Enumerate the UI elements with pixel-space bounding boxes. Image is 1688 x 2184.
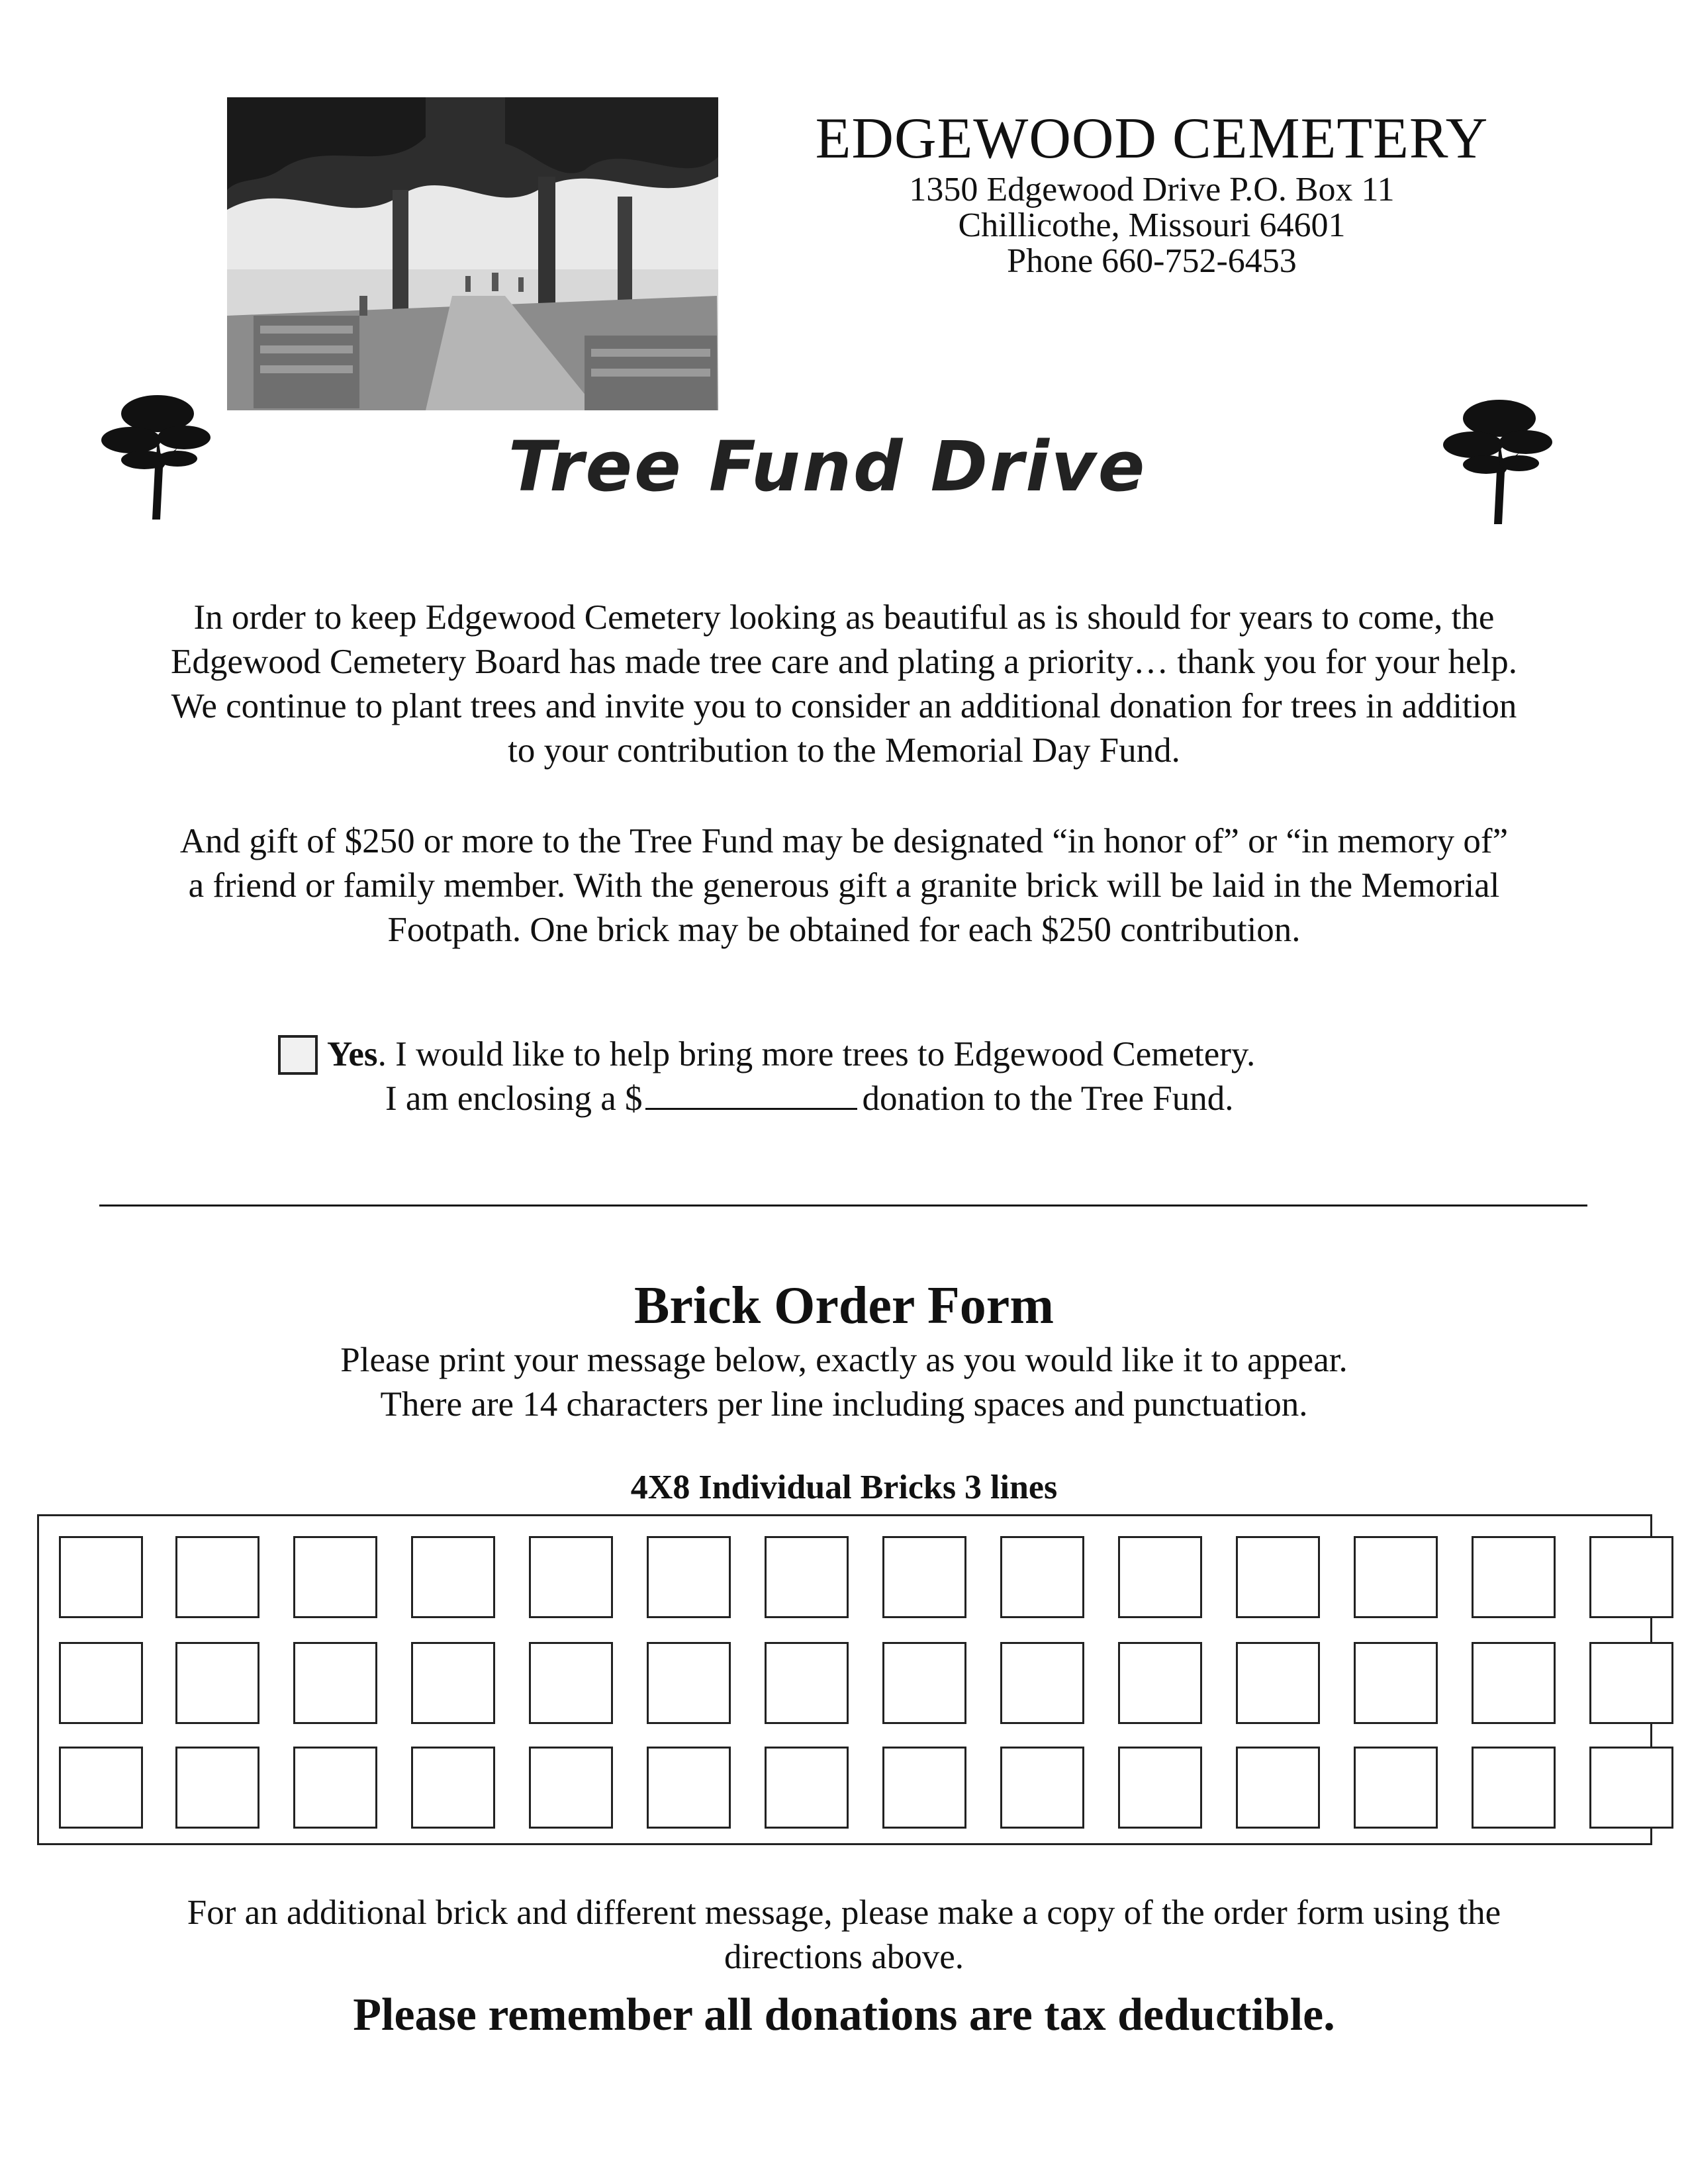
additional-line: For an additional brick and different message, please make a copy of the order form using the [187, 1893, 1501, 1932]
cemetery-header [735, 106, 1569, 279]
brick-character-box[interactable] [1236, 1642, 1320, 1724]
brick-character-box[interactable] [293, 1642, 377, 1724]
enclosing-text: I am enclosing a $ [385, 1079, 643, 1118]
cemetery-entrance-photo [227, 97, 718, 410]
intro-paragraph [93, 596, 1595, 773]
brick-character-box[interactable] [1236, 1536, 1320, 1618]
additional-brick-note [0, 1891, 1688, 1979]
brick-character-box[interactable] [529, 1536, 613, 1618]
instruction-line: There are 14 characters per line including spaces and punctuation. [380, 1385, 1308, 1424]
brick-character-box[interactable] [1000, 1642, 1084, 1724]
brick-character-box[interactable] [1589, 1536, 1673, 1618]
brick-character-box[interactable] [1472, 1642, 1556, 1724]
tree-icon [98, 387, 214, 520]
intro-line: In order to keep Edgewood Cemetery looking as beautiful as is should for years to come, the [193, 598, 1495, 637]
pledge-text: . I would like to help bring more trees to Edgewood Cemetery. [377, 1035, 1256, 1073]
brick-character-box[interactable] [1000, 1747, 1084, 1829]
section-divider [99, 1205, 1587, 1206]
cemetery-name: EDGEWOOD CEMETERY [815, 107, 1489, 171]
brick-form-title: Brick Order Form [634, 1277, 1054, 1335]
brick-character-box[interactable] [1236, 1747, 1320, 1829]
brick-character-box[interactable] [175, 1642, 259, 1724]
gift-line: And gift of $250 or more to the Tree Fund may be designated “in honor of” or “in memory of” [179, 822, 1509, 860]
gift-line: Footpath. One brick may be obtained for each $250 contribution. [387, 911, 1301, 949]
brick-character-box[interactable] [765, 1642, 849, 1724]
brick-character-box[interactable] [1118, 1536, 1202, 1618]
brick-character-box[interactable] [882, 1536, 966, 1618]
brick-character-box[interactable] [1472, 1536, 1556, 1618]
brick-character-box[interactable] [529, 1642, 613, 1724]
drive-title: Tree Fund Drive [508, 426, 1147, 507]
intro-line: We continue to plant trees and invite you to consider an additional donation for trees in addition [171, 687, 1517, 725]
intro-line: to your contribution to the Memorial Day Fund. [508, 731, 1180, 770]
gift-paragraph [93, 819, 1595, 952]
brick-character-box[interactable] [765, 1747, 849, 1829]
brick-character-box[interactable] [1118, 1642, 1202, 1724]
brick-character-box[interactable] [882, 1642, 966, 1724]
brick-form-instructions [0, 1338, 1688, 1427]
brick-character-box[interactable] [1000, 1536, 1084, 1618]
brick-character-box[interactable] [59, 1536, 143, 1618]
pledge-line-2 [385, 1076, 1233, 1120]
cemetery-city: Chillicothe, Missouri 64601 [958, 206, 1346, 244]
brick-character-box[interactable] [1354, 1747, 1438, 1829]
tax-deductible-note: Please remember all donations are tax deductible. [353, 1989, 1335, 2040]
brick-character-box[interactable] [1472, 1747, 1556, 1829]
brick-size-label: 4X8 Individual Bricks 3 lines [630, 1469, 1058, 1506]
brick-character-box[interactable] [1354, 1642, 1438, 1724]
instruction-line: Please print your message below, exactly as you would like it to appear. [340, 1341, 1348, 1379]
brick-character-box[interactable] [175, 1747, 259, 1829]
brick-character-box[interactable] [59, 1747, 143, 1829]
brick-character-box[interactable] [529, 1747, 613, 1829]
brick-character-box[interactable] [1589, 1747, 1673, 1829]
brick-message-grid [37, 1514, 1652, 1845]
yes-checkbox[interactable] [278, 1035, 318, 1075]
pledge-line-1 [327, 1032, 1255, 1076]
brick-character-box[interactable] [411, 1642, 495, 1724]
intro-line: Edgewood Cemetery Board has made tree care and plating a priority… thank you for your help. [171, 643, 1517, 681]
brick-character-box[interactable] [1354, 1536, 1438, 1618]
brick-character-box[interactable] [293, 1747, 377, 1829]
cemetery-phone: Phone 660-752-6453 [1007, 242, 1297, 280]
brick-character-box[interactable] [1118, 1747, 1202, 1829]
donation-suffix: donation to the Tree Fund. [862, 1079, 1234, 1118]
brick-character-box[interactable] [882, 1747, 966, 1829]
cemetery-address: 1350 Edgewood Drive P.O. Box 11 [909, 171, 1395, 208]
brick-character-box[interactable] [59, 1642, 143, 1724]
brick-character-box[interactable] [647, 1747, 731, 1829]
brick-character-box[interactable] [1589, 1642, 1673, 1724]
gift-line: a friend or family member. With the generous gift a granite brick will be laid in the Memorial [188, 866, 1500, 905]
brick-character-box[interactable] [411, 1536, 495, 1618]
brick-character-box[interactable] [293, 1536, 377, 1618]
brick-character-box[interactable] [647, 1536, 731, 1618]
brick-character-box[interactable] [765, 1536, 849, 1618]
donation-amount-field[interactable] [645, 1076, 857, 1110]
brick-character-box[interactable] [175, 1536, 259, 1618]
yes-label: Yes [327, 1035, 378, 1073]
brick-character-box[interactable] [411, 1747, 495, 1829]
additional-line: directions above. [724, 1938, 964, 1976]
brick-character-box[interactable] [647, 1642, 731, 1724]
tree-icon [1440, 392, 1556, 524]
